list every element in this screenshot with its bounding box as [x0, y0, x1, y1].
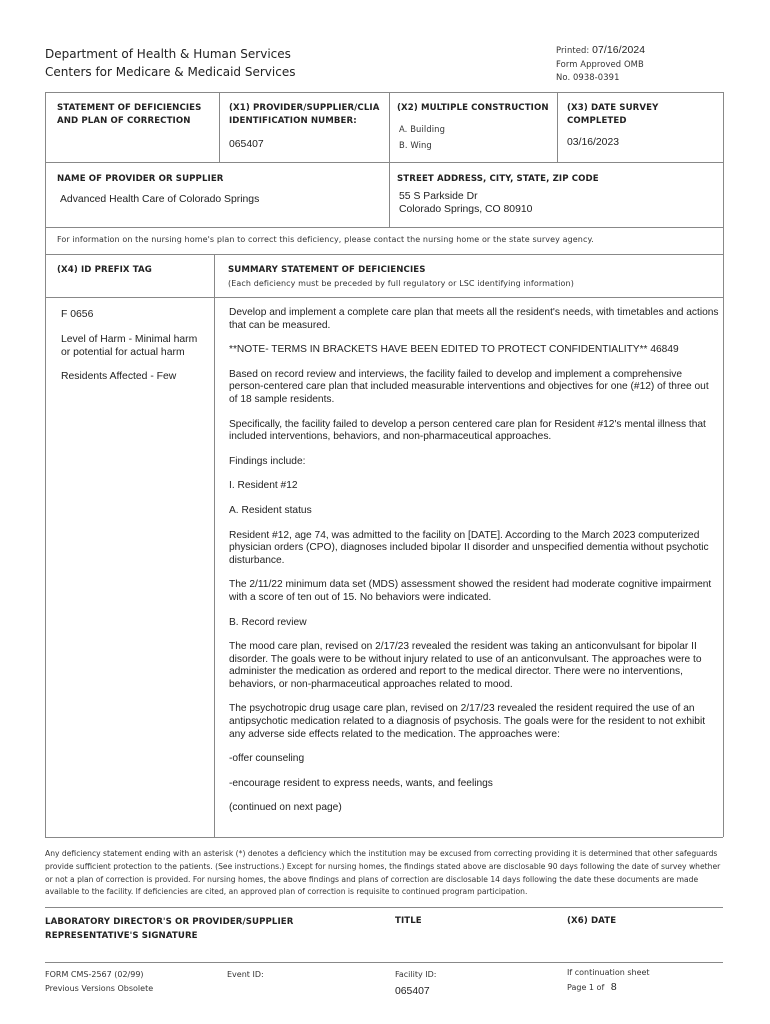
info-line: For information on the nursing home's plan to correct this deficiency, please contact the nursing home or the state survey agency. [57, 235, 594, 244]
director-signature-label: LABORATORY DIRECTOR'S OR PROVIDER/SUPPLIER REPRESENTATIVE'S SIGNATURE [45, 917, 294, 941]
omb-number: No. 0938-0391 [556, 72, 620, 82]
paragraph: (continued on next page) [229, 802, 342, 814]
paragraph: B. Record review [229, 616, 307, 628]
residents-affected: Residents Affected - Few [61, 371, 177, 382]
page-total: 8 [610, 982, 617, 993]
divider-x3 [557, 92, 558, 162]
divider-x2 [389, 92, 390, 227]
address-line2: Colorado Springs, CO 80910 [399, 204, 533, 215]
paragraph: -offer counseling [229, 753, 305, 765]
printed-line [556, 44, 756, 57]
table-column-divider [214, 254, 215, 837]
page-indicator [567, 981, 717, 994]
paragraph: A. Resident status [229, 504, 312, 516]
row-divider-2 [45, 227, 723, 228]
paragraph: -encourage resident to express needs, wants, and feelings [229, 777, 493, 789]
summary-subheader: (Each deficiency must be preceded by full regulatory or LSC identifying information) [228, 279, 574, 288]
x3-label: (X3) DATE SURVEY COMPLETED [567, 103, 659, 126]
page-label: Page 1 of [567, 983, 605, 992]
continuation-label: If continuation sheet [567, 968, 650, 977]
title-label: TITLE [395, 916, 422, 926]
event-id-label: Event ID: [227, 970, 264, 979]
row-divider-4 [45, 297, 723, 298]
paragraph: The 2/11/22 minimum data set (MDS) assessment showed the resident had moderate cognitive impairment with a score of ten out of 15. No behaviors were indicated. [229, 579, 712, 603]
paragraph: The mood care plan, revised on 2/17/23 revealed the resident was taking an anticonvulsant for bipolar II disorder. The goals were to be without injury related to use of an anticonvulsant. The approaches were to administer the medication as ordered and report to the medical director. There were no interventions, behaviors, or non-pharmaceutical approaches related to mood. [229, 641, 702, 690]
provider-value: Advanced Health Care of Colorado Springs [60, 194, 260, 205]
level-of-harm: Level of Harm - Minimal harm or potential for actual harm [61, 334, 198, 358]
paragraph: Develop and implement a complete care plan that meets all the resident's needs, with timetables and actions that can be measured. [229, 307, 719, 331]
date-label: (X6) DATE [567, 916, 617, 926]
signature-top-border [45, 907, 723, 908]
disclosure-footnote: Any deficiency statement ending with an asterisk (*) denotes a deficiency which the institution may be excused from correcting providing it is determined that other safeguards provide sufficient protection to the patients. (See instructions.) Except for nursing homes, the findings stated above are disclosable 90 days following the date of survey whether or not a plan of correction is provided. For nursing homes, the above findings and plans of correction are disclosable 14 days following the date these documents are made available to the facility. If deficiencies are cited, an approved plan of correction is requisite to continued program participation. [45, 849, 721, 897]
paragraph: Resident #12, age 74, was admitted to the facility on [DATE]. According to the March 2023 computerized physician orders (CPO), diagnoses included bipolar II disorder and unspecified dementia without psychotic disturbance. [229, 529, 709, 566]
x4-header: (X4) ID PREFIX TAG [57, 265, 152, 275]
facility-id-value: 065407 [395, 986, 430, 997]
box-left-border [45, 92, 46, 837]
signature-bottom-border [45, 962, 723, 963]
x3-value: 03/16/2023 [567, 137, 620, 148]
printed-label: Printed: [556, 45, 590, 55]
box-right-border [723, 92, 724, 837]
previous-versions: Previous Versions Obsolete [45, 984, 154, 993]
summary-header: SUMMARY STATEMENT OF DEFICIENCIES [228, 265, 426, 275]
facility-id-label: Facility ID: [395, 970, 437, 979]
address-label: STREET ADDRESS, CITY, STATE, ZIP CODE [397, 174, 599, 184]
paragraph: Based on record review and interviews, the facility failed to develop and implement a comprehensive person-centered care plan that included measurable interventions and objectives for one (#12) of three out of 18 sample residents. [229, 368, 709, 405]
x1-label: (X1) PROVIDER/SUPPLIER/CLIA IDENTIFICATION NUMBER: [229, 103, 380, 126]
department-name: Department of Health & Human Services [45, 47, 291, 61]
form-number: FORM CMS-2567 (02/99) [45, 970, 144, 979]
form-approved: Form Approved OMB [556, 59, 644, 69]
box-bottom-border [45, 837, 723, 838]
agency-name: Centers for Medicare & Medicaid Services [45, 65, 296, 79]
divider-x1 [219, 92, 220, 162]
x2-building: A. Building [399, 124, 445, 134]
row-divider-3 [45, 254, 723, 255]
printed-date: 07/16/2024 [592, 45, 646, 56]
paragraph: Findings include: [229, 455, 306, 467]
box-top-border [45, 92, 723, 93]
row-divider-1 [45, 162, 723, 163]
x2-wing: B. Wing [399, 140, 432, 150]
x2-label: (X2) MULTIPLE CONSTRUCTION [397, 103, 549, 113]
paragraph: **NOTE- TERMS IN BRACKETS HAVE BEEN EDITED TO PROTECT CONFIDENTIALITY** 46849 [229, 344, 679, 356]
statement-label: STATEMENT OF DEFICIENCIES AND PLAN OF CORRECTION [57, 103, 202, 126]
summary-body [229, 307, 719, 827]
x1-value: 065407 [229, 139, 264, 150]
paragraph: The psychotropic drug usage care plan, revised on 2/17/23 revealed the resident required the use of an antipsychotic medication related to a diagnosis of psychosis. The goals were for the resident to not exhibit any adverse side effects related to the medication. The approaches were: [229, 703, 706, 740]
paragraph: I. Resident #12 [229, 480, 298, 492]
paragraph: Specifically, the facility failed to develop a person centered care plan for Resident #12's mental illness that included interventions, behaviors, and non-pharmaceutical approaches. [229, 418, 706, 443]
tag-value: F 0656 [61, 309, 94, 320]
provider-label: NAME OF PROVIDER OR SUPPLIER [57, 174, 224, 184]
address-line1: 55 S Parkside Dr [399, 191, 478, 202]
